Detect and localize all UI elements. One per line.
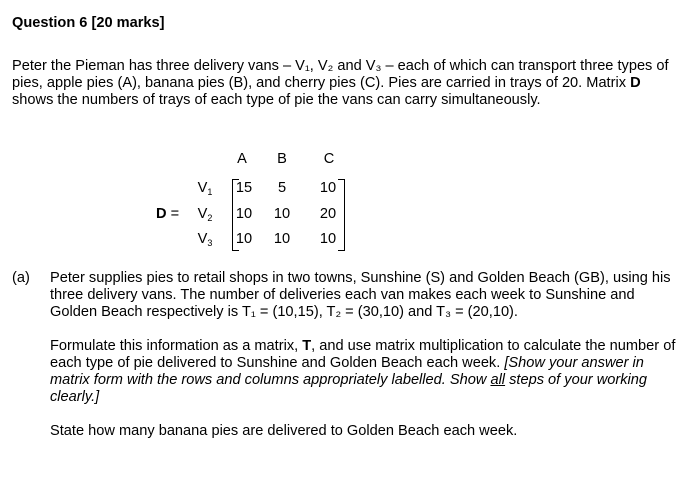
matrix-cell: 10 [235, 231, 253, 247]
column-header-c: C [323, 151, 335, 167]
matrix-cell: 10 [319, 180, 337, 196]
part-a-label: (a) [12, 270, 30, 286]
matrix-d [150, 151, 370, 251]
matrix-cell: 10 [235, 206, 253, 222]
part-a-body [50, 270, 680, 440]
matrix-t-name: T [302, 338, 312, 354]
matrix-equals-label: D = [156, 206, 180, 222]
intro-text-pre: Peter the Pieman has three delivery vans – V₁, V₂ and V₃ – each of which can transport three types of pies, apple pies (A), banana pies (B), and cherry pies (C). Pies are carried in trays of 20. Matrix [12, 58, 669, 91]
part-a-paragraph-2: Formulate this information as a matrix, T, and use matrix multiplication to calculate the number of each type of pie delivered to Sunshine and Golden Beach each week. [Show your answer in matrix form with the rows and columns appropriately labelled. Show all steps of your working clearly.] [50, 338, 676, 405]
row-label-v2: $V_2$ [197, 206, 213, 223]
matrix-cell: 20 [319, 206, 337, 222]
matrix-cell: 10 [273, 231, 291, 247]
row-label-v3: $V_3$ [197, 231, 213, 248]
matrix-cell: 5 [277, 180, 287, 196]
row-label-v1: $V_1$ [197, 180, 213, 197]
part-a-paragraph-3: State how many banana pies are delivered to Golden Beach each week. [50, 423, 518, 439]
intro-matrix-name: D [630, 75, 641, 91]
matrix-cell: 15 [235, 180, 253, 196]
matrix-name: D [156, 206, 167, 222]
matrix-cell: 10 [319, 231, 337, 247]
intro-text-post: shows the numbers of trays of each type of pie the vans can carry simultaneously. [12, 92, 541, 108]
part-a-instruction: [Show your answer in matrix form with the rows and columns appropriately labelled. Show all steps of your working clearly.] [50, 355, 648, 405]
part-a-paragraph-1: Peter supplies pies to retail shops in two towns, Sunshine (S) and Golden Beach (GB), using his three delivery vans. The number of deliveries each van makes each week to Sunshine and Golden Beach respectively is T₁ = (10,15), T₂ = (30,10) and T₃ = (20,10). [50, 270, 671, 320]
intro-paragraph [12, 58, 677, 109]
matrix-cell: 10 [273, 206, 291, 222]
column-header-b: B [277, 151, 287, 167]
question-heading: Question 6 [20 marks] [12, 15, 165, 31]
column-header-a: A [237, 151, 247, 167]
